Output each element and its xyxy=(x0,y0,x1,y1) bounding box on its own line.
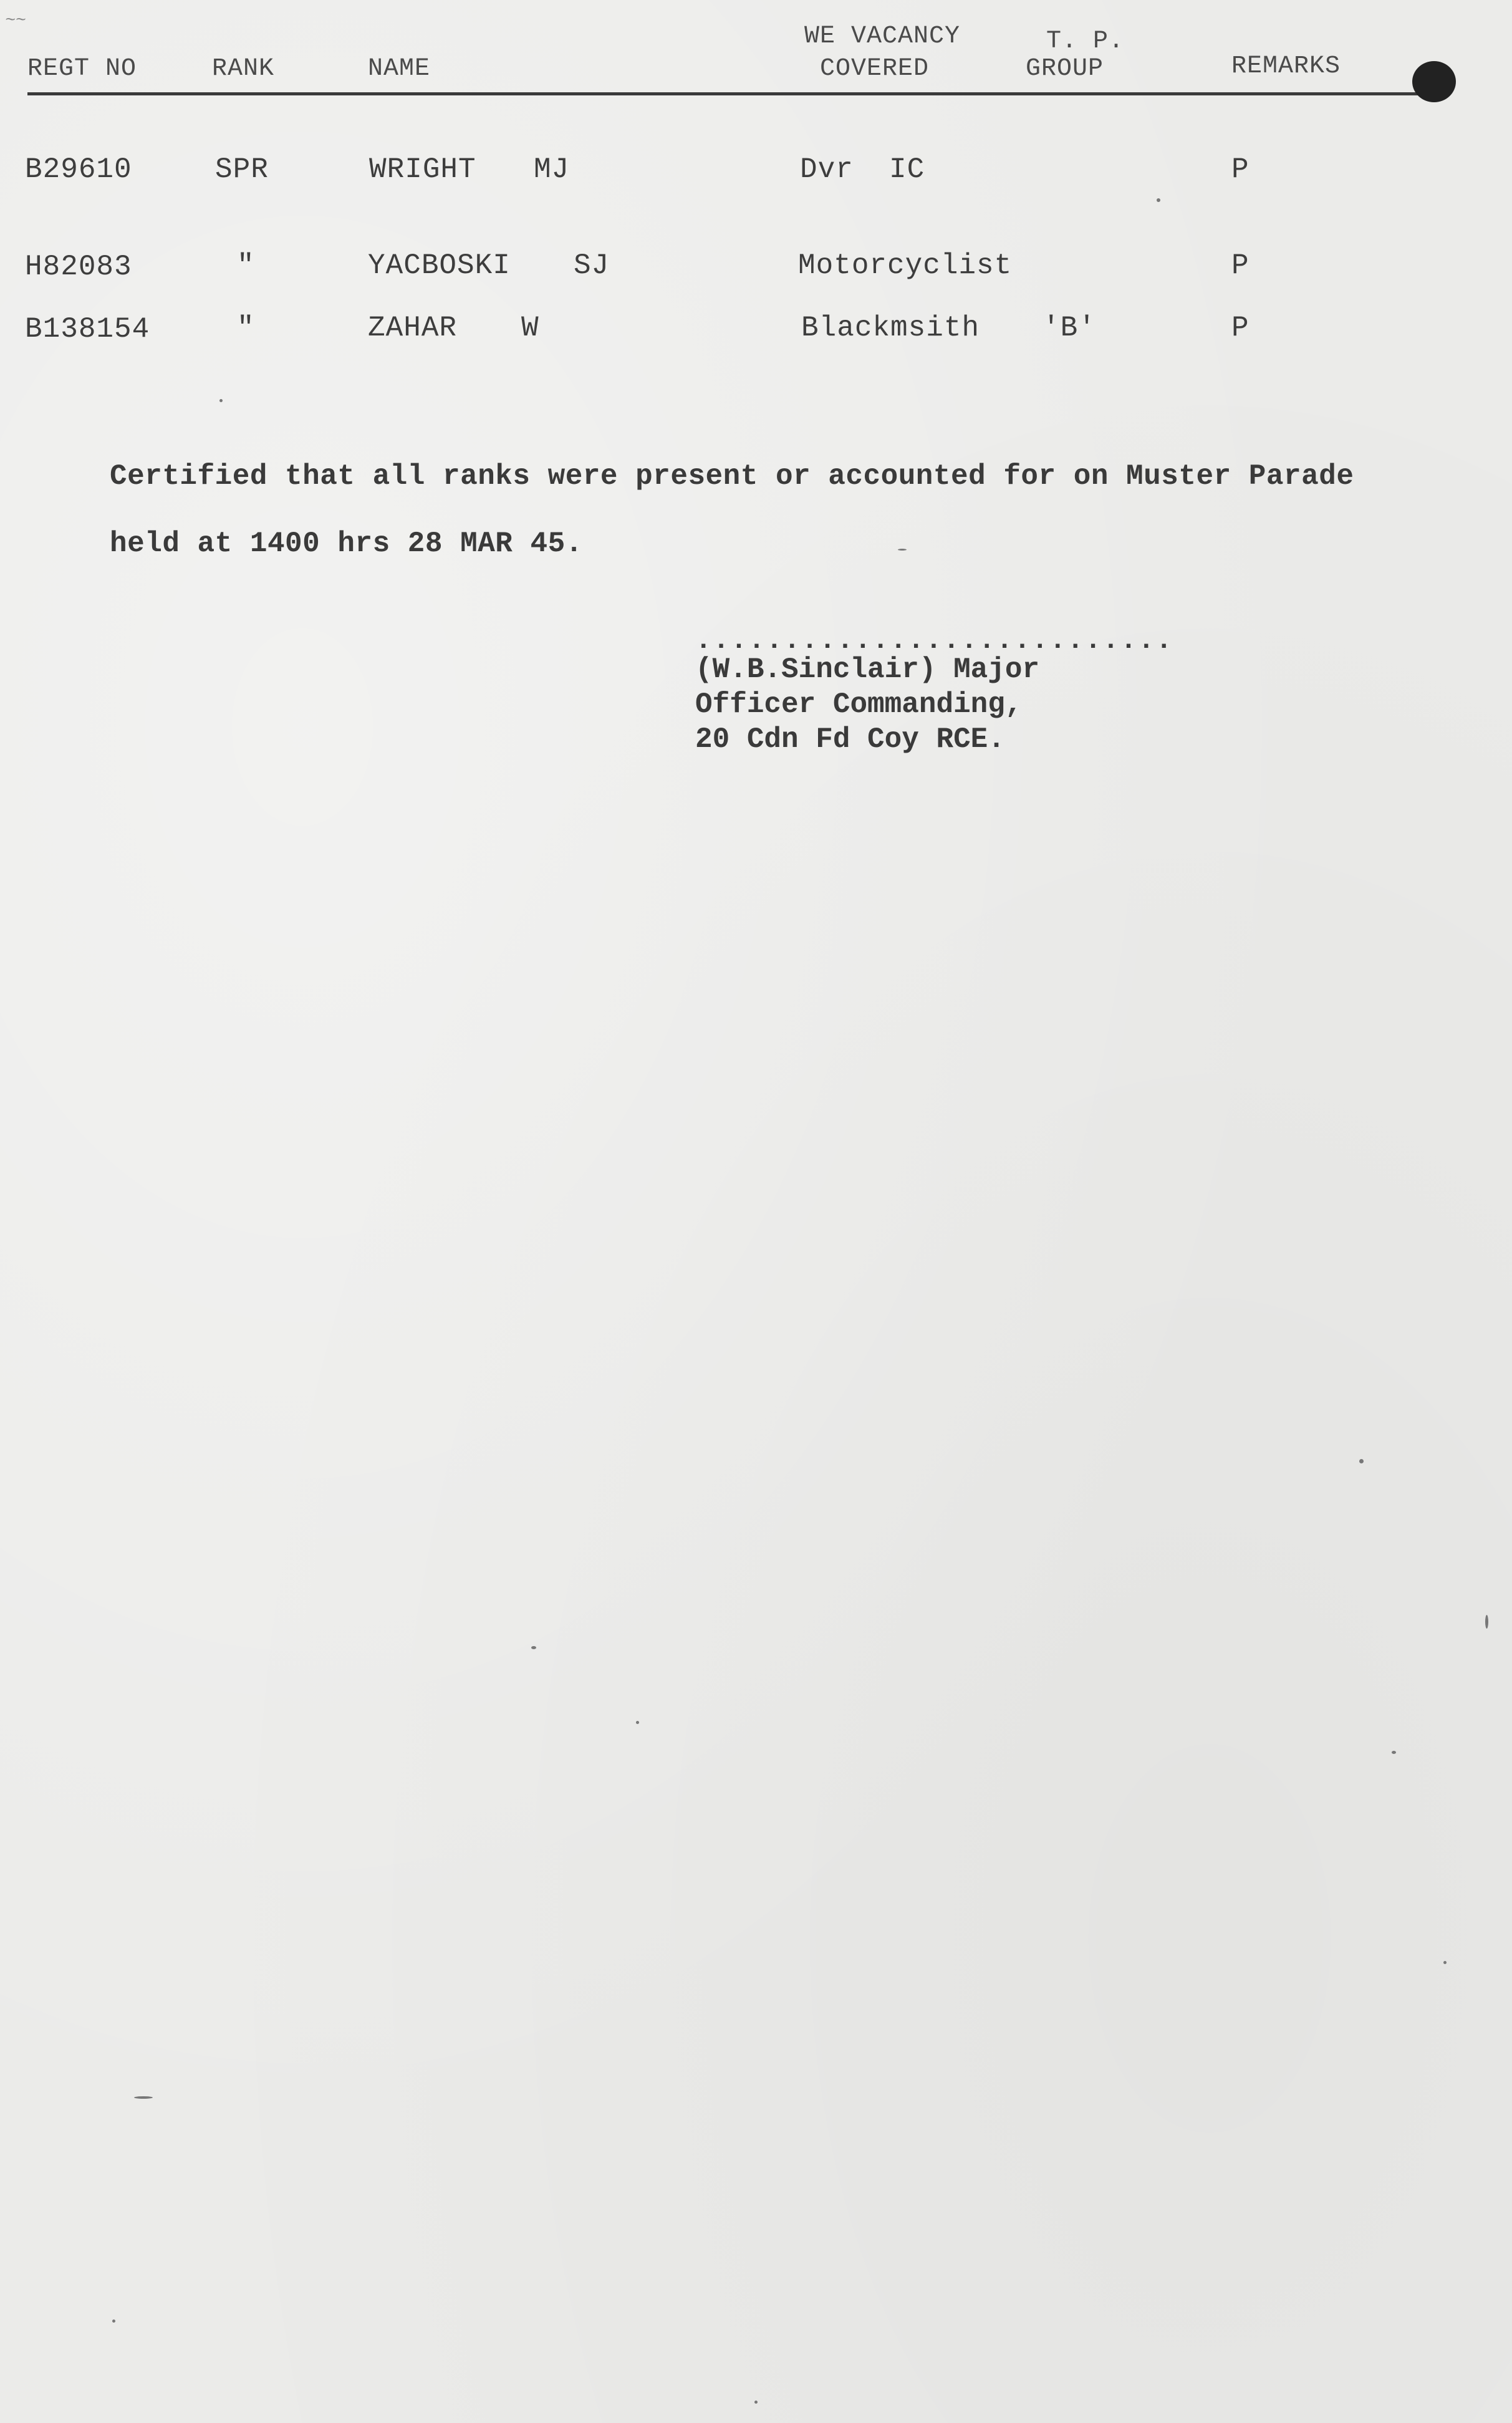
speck xyxy=(1485,1615,1488,1629)
speck xyxy=(1443,1961,1447,1964)
row-3-initials: W xyxy=(521,312,539,344)
header-remarks: REMARKS xyxy=(1231,52,1341,80)
row-3-regt-no: B138154 xyxy=(25,313,150,345)
signature-name: (W.B.Sinclair) Major xyxy=(695,653,1040,686)
row-2-regt-no: H82083 xyxy=(25,251,132,283)
signature-unit: 20 Cdn Fd Coy RCE. xyxy=(695,723,1005,756)
speck xyxy=(1359,1459,1364,1463)
certification-line-2: held at 1400 hrs 28 MAR 45. xyxy=(110,527,583,560)
row-1-initials: MJ xyxy=(534,153,570,186)
row-3-surname: ZAHAR xyxy=(368,312,458,344)
header-rank: RANK xyxy=(212,55,275,83)
row-3-rank: " xyxy=(237,312,255,344)
speck xyxy=(1392,1751,1396,1754)
row-1-vacancy: Dvr IC xyxy=(800,153,925,186)
header-group: GROUP xyxy=(1026,55,1104,83)
header-regt-no: REGT NO xyxy=(27,55,137,83)
corner-mark: ~~ xyxy=(5,11,26,31)
speck xyxy=(636,1721,639,1724)
row-1-regt-no: B29610 xyxy=(25,153,132,186)
header-rule xyxy=(27,92,1430,95)
certification-line-1: Certified that all ranks were present or accounted for on Muster Parade xyxy=(110,460,1354,493)
speck xyxy=(112,2319,115,2323)
row-1-rank: SPR xyxy=(215,153,269,186)
row-2-surname: YACBOSKI xyxy=(368,249,511,282)
speck xyxy=(134,2096,153,2099)
header-tp: T. P. xyxy=(1046,27,1125,55)
ink-blot xyxy=(1412,61,1456,102)
row-1-surname: WRIGHT xyxy=(369,153,476,186)
row-3-tp-group: 'B' xyxy=(1043,312,1096,344)
row-3-vacancy: Blackmsith xyxy=(801,312,980,344)
speck xyxy=(531,1646,536,1649)
speck xyxy=(754,2401,758,2404)
header-we-vacancy: WE VACANCY xyxy=(804,22,961,51)
signature-title: Officer Commanding, xyxy=(695,688,1023,721)
speck xyxy=(898,549,907,551)
signature-dotted-line: ........................... xyxy=(695,625,1173,657)
speck xyxy=(1157,198,1160,202)
row-2-remarks: P xyxy=(1231,249,1250,282)
speck xyxy=(219,399,223,402)
row-1-remarks: P xyxy=(1231,153,1250,186)
row-3-remarks: P xyxy=(1231,312,1250,344)
header-name: NAME xyxy=(368,55,431,83)
row-2-vacancy: Motorcyclist xyxy=(798,249,1013,282)
row-2-rank: " xyxy=(237,249,255,282)
header-covered: COVERED xyxy=(820,55,930,83)
row-2-initials: SJ xyxy=(574,249,610,282)
